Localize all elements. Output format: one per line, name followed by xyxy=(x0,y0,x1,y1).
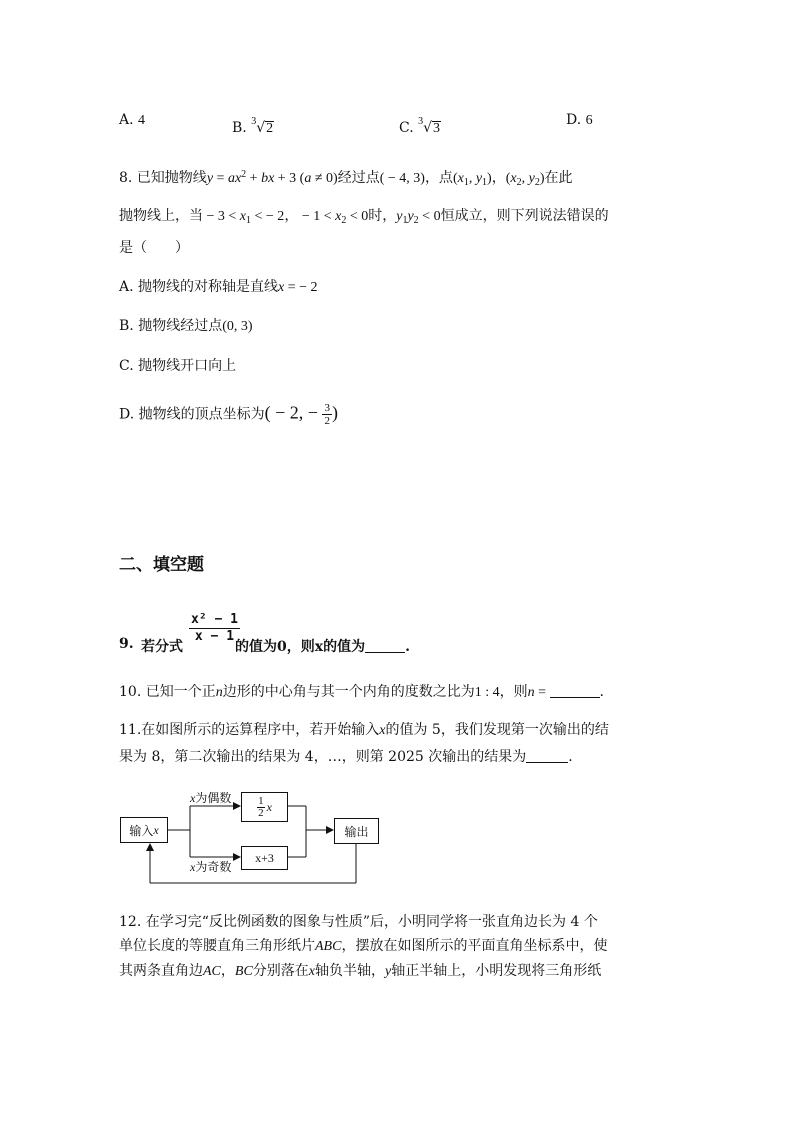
math-op: ) xyxy=(487,171,492,186)
math-var: ABC xyxy=(315,939,342,954)
output-box-text: 输出 xyxy=(344,824,369,839)
q8-option-c xyxy=(119,356,236,376)
math-var: x xyxy=(308,964,315,979)
math-sub: 1 xyxy=(246,215,252,226)
math-op: = xyxy=(534,685,550,700)
math-var: n xyxy=(527,685,535,700)
q9-text: 若分式 xyxy=(141,639,183,655)
q11-text: 果为 8，第二次输出的结果为 4，…，则第 2025 次输出的结果为 xyxy=(119,749,527,765)
q12-text: 其两条直角边 xyxy=(119,963,203,979)
fraction-numerator: 3 xyxy=(324,402,330,414)
math-var: a xyxy=(304,171,312,186)
math-var: x xyxy=(457,171,464,186)
q8-text: 已知抛物线 xyxy=(136,170,207,186)
math-op: ( − 2, − xyxy=(264,402,323,423)
math-var: y xyxy=(206,171,214,186)
math-fraction xyxy=(189,612,240,645)
q8-line-2 xyxy=(119,206,609,231)
even-label xyxy=(190,789,231,806)
option-d xyxy=(566,110,593,131)
q8-option-c-text: 抛物线开口向上 xyxy=(138,358,237,374)
math-point: (0, 3) xyxy=(222,319,253,334)
math-op: + 3 ( xyxy=(274,171,305,186)
q12-text: 轴负半轴， xyxy=(315,963,385,979)
math-sub: 2 xyxy=(534,177,540,188)
q8-text: 时， xyxy=(368,208,397,224)
math-var: y xyxy=(475,171,483,186)
q10-number: 10. xyxy=(119,684,142,700)
math-var: x xyxy=(510,171,517,186)
q12-text: ， xyxy=(220,963,235,979)
math-sub: 1 xyxy=(463,177,469,188)
q12-text: 轴正半轴上，小明发现将三角形纸 xyxy=(391,963,602,979)
q9-number: 9. xyxy=(119,636,134,652)
option-a-label: A. xyxy=(119,112,134,128)
fraction-denominator: x − 1 xyxy=(194,629,235,644)
q10-end: . xyxy=(599,684,604,700)
math-var: x xyxy=(153,822,159,837)
q9-text: 的值为 xyxy=(235,639,277,655)
math-sub: 1 xyxy=(402,215,408,226)
q12-line-2 xyxy=(119,936,607,957)
input-box-text: 输入 xyxy=(129,823,154,838)
math-var: x xyxy=(335,209,342,224)
odd-label-text: 为奇数 xyxy=(195,860,232,874)
q8-text: 在此 xyxy=(544,170,573,186)
option-b-label: B. xyxy=(232,120,247,136)
fraction-denominator: 2 xyxy=(258,806,264,819)
q11-text: 的值为 5，我们发现第一次输出的结 xyxy=(385,722,609,738)
math-point: ( − 4, 3) xyxy=(379,171,425,186)
q8-option-d-text: 抛物线的顶点坐标为 xyxy=(138,406,265,423)
math-var: x xyxy=(190,860,196,874)
q9-end: . xyxy=(405,639,410,655)
input-box xyxy=(120,817,168,843)
math-var: y xyxy=(528,171,535,186)
q9-text: ，则 xyxy=(286,639,315,655)
math-ratio: 1 : 4 xyxy=(474,685,500,700)
q8-text: 抛物线上，当 xyxy=(119,208,203,224)
math-op: ( xyxy=(505,171,511,186)
q12-number: 12. xyxy=(119,914,142,930)
q9-number-zero: 0 xyxy=(277,639,287,655)
math-op: ) xyxy=(539,171,545,186)
q8-option-b xyxy=(119,316,253,337)
math-sub: 1 xyxy=(482,177,488,188)
math-op: ≠ 0) xyxy=(311,171,338,186)
math-var: y xyxy=(407,209,414,224)
math-op: ) xyxy=(331,402,338,423)
q8-option-b-label: B. xyxy=(119,318,134,334)
option-d-label: D. xyxy=(566,112,582,128)
q9-var: x xyxy=(314,639,324,655)
q12-line-3 xyxy=(119,961,601,982)
answer-blank[interactable] xyxy=(550,697,600,698)
q9-tail xyxy=(235,636,410,656)
section-title: 二、填空题 xyxy=(119,555,204,575)
math-op: < 0 xyxy=(346,209,369,224)
fraction-denominator: 2 xyxy=(324,415,330,427)
q8-text: ， xyxy=(284,208,299,224)
option-b-radicand: 2 xyxy=(266,121,274,136)
math-var: x xyxy=(239,209,247,224)
option-d-value: 6 xyxy=(585,113,593,128)
even-label-text: 为偶数 xyxy=(195,791,232,805)
q8-text: 恒成立，则下列说法错误的 xyxy=(440,208,609,224)
q8-text: 是（ ） xyxy=(119,240,189,256)
math-op: , xyxy=(468,171,476,186)
q8-option-d xyxy=(119,402,338,427)
math-var: bx xyxy=(261,171,275,186)
math-op: < 0 xyxy=(418,209,441,224)
q12-text: 在学习完“反比例函数的图象与性质”后，小明同学将一张直角边长为 4 个 xyxy=(145,914,598,930)
math-var: y xyxy=(396,209,403,224)
answer-blank[interactable] xyxy=(365,652,405,653)
math-var: ax xyxy=(227,171,242,186)
output-box xyxy=(334,818,379,844)
q10-text: ，则 xyxy=(499,684,528,700)
q8-line-3 xyxy=(119,238,189,258)
q11-end: . xyxy=(568,749,573,765)
math-op: + xyxy=(246,171,262,186)
math-var: BC xyxy=(234,964,253,979)
q10 xyxy=(119,682,604,703)
math-var: x xyxy=(266,799,272,814)
math-exp: 2 xyxy=(241,169,247,180)
math-op: = − 2 xyxy=(284,280,318,295)
math-var: x xyxy=(278,280,285,295)
plus3-box xyxy=(241,846,288,870)
q11-text: 在如图所示的运算程序中，若开始输入 xyxy=(141,722,380,738)
q8-text: 经过点 xyxy=(337,170,380,186)
math-var: x xyxy=(379,723,386,738)
answer-blank[interactable] xyxy=(526,762,568,763)
q12-text: ，摆放在如图所示的平面直角坐标系中，使 xyxy=(341,938,608,954)
fraction-numerator: 1 xyxy=(258,794,264,807)
math-op: , xyxy=(521,171,529,186)
half-box xyxy=(241,792,288,822)
q9-text: 的值为 xyxy=(323,639,366,655)
plus3-text: x+3 xyxy=(255,850,274,865)
math-var: AC xyxy=(203,964,221,979)
q8-option-b-text: 抛物线经过点 xyxy=(138,318,223,334)
option-c-label: C. xyxy=(399,120,414,136)
math-op: ( xyxy=(452,171,458,186)
math-sub: 2 xyxy=(341,215,347,226)
q11-number: 11. xyxy=(119,722,142,738)
fraction-numerator: x² − 1 xyxy=(191,612,238,627)
option-a-value: 4 xyxy=(138,113,146,128)
q10-text: 已知一个正 xyxy=(145,684,216,700)
q8-text: ， xyxy=(491,170,506,186)
math-op: = xyxy=(213,171,228,186)
q11-line-2 xyxy=(119,747,573,767)
q10-text: 边形的中心角与其一个内角的度数之比为 xyxy=(222,684,475,700)
math-var: n xyxy=(215,685,223,700)
q8-text: ，点 xyxy=(424,170,453,186)
option-b-coef: 3 xyxy=(251,116,257,127)
math-fraction xyxy=(257,796,265,819)
q8-number: 8. xyxy=(119,170,133,186)
math-var: x xyxy=(190,791,196,805)
radical-sign: √ xyxy=(423,120,433,136)
q8-line-1 xyxy=(119,165,573,193)
q12-text: 分别落在 xyxy=(252,963,309,979)
math-fraction xyxy=(322,402,332,427)
math-op: − 3 < xyxy=(203,209,240,224)
math-sub: 2 xyxy=(413,215,419,226)
radical-sign: √ xyxy=(256,120,266,136)
q8-option-c-label: C. xyxy=(119,358,134,374)
q8-option-d-label: D. xyxy=(119,406,135,423)
math-op: < − 2 xyxy=(251,209,285,224)
option-b xyxy=(232,112,274,138)
q8-option-a-text: 抛物线的对称轴是直线 xyxy=(138,279,279,295)
q8-option-a-label: A. xyxy=(119,279,134,295)
math-sub: 2 xyxy=(516,177,522,188)
option-a xyxy=(119,110,145,131)
option-c-coef: 3 xyxy=(418,116,424,127)
option-c-radicand: 3 xyxy=(433,121,441,136)
option-c xyxy=(399,112,441,138)
q8-option-a xyxy=(119,277,318,298)
math-var: y xyxy=(385,964,392,979)
q11-line-1 xyxy=(119,720,609,741)
odd-label xyxy=(190,858,231,875)
math-op: − 1 < xyxy=(298,209,336,224)
q12-text: 单位长度的等腰直角三角形纸片 xyxy=(119,938,315,954)
q12-line-1 xyxy=(119,912,598,932)
